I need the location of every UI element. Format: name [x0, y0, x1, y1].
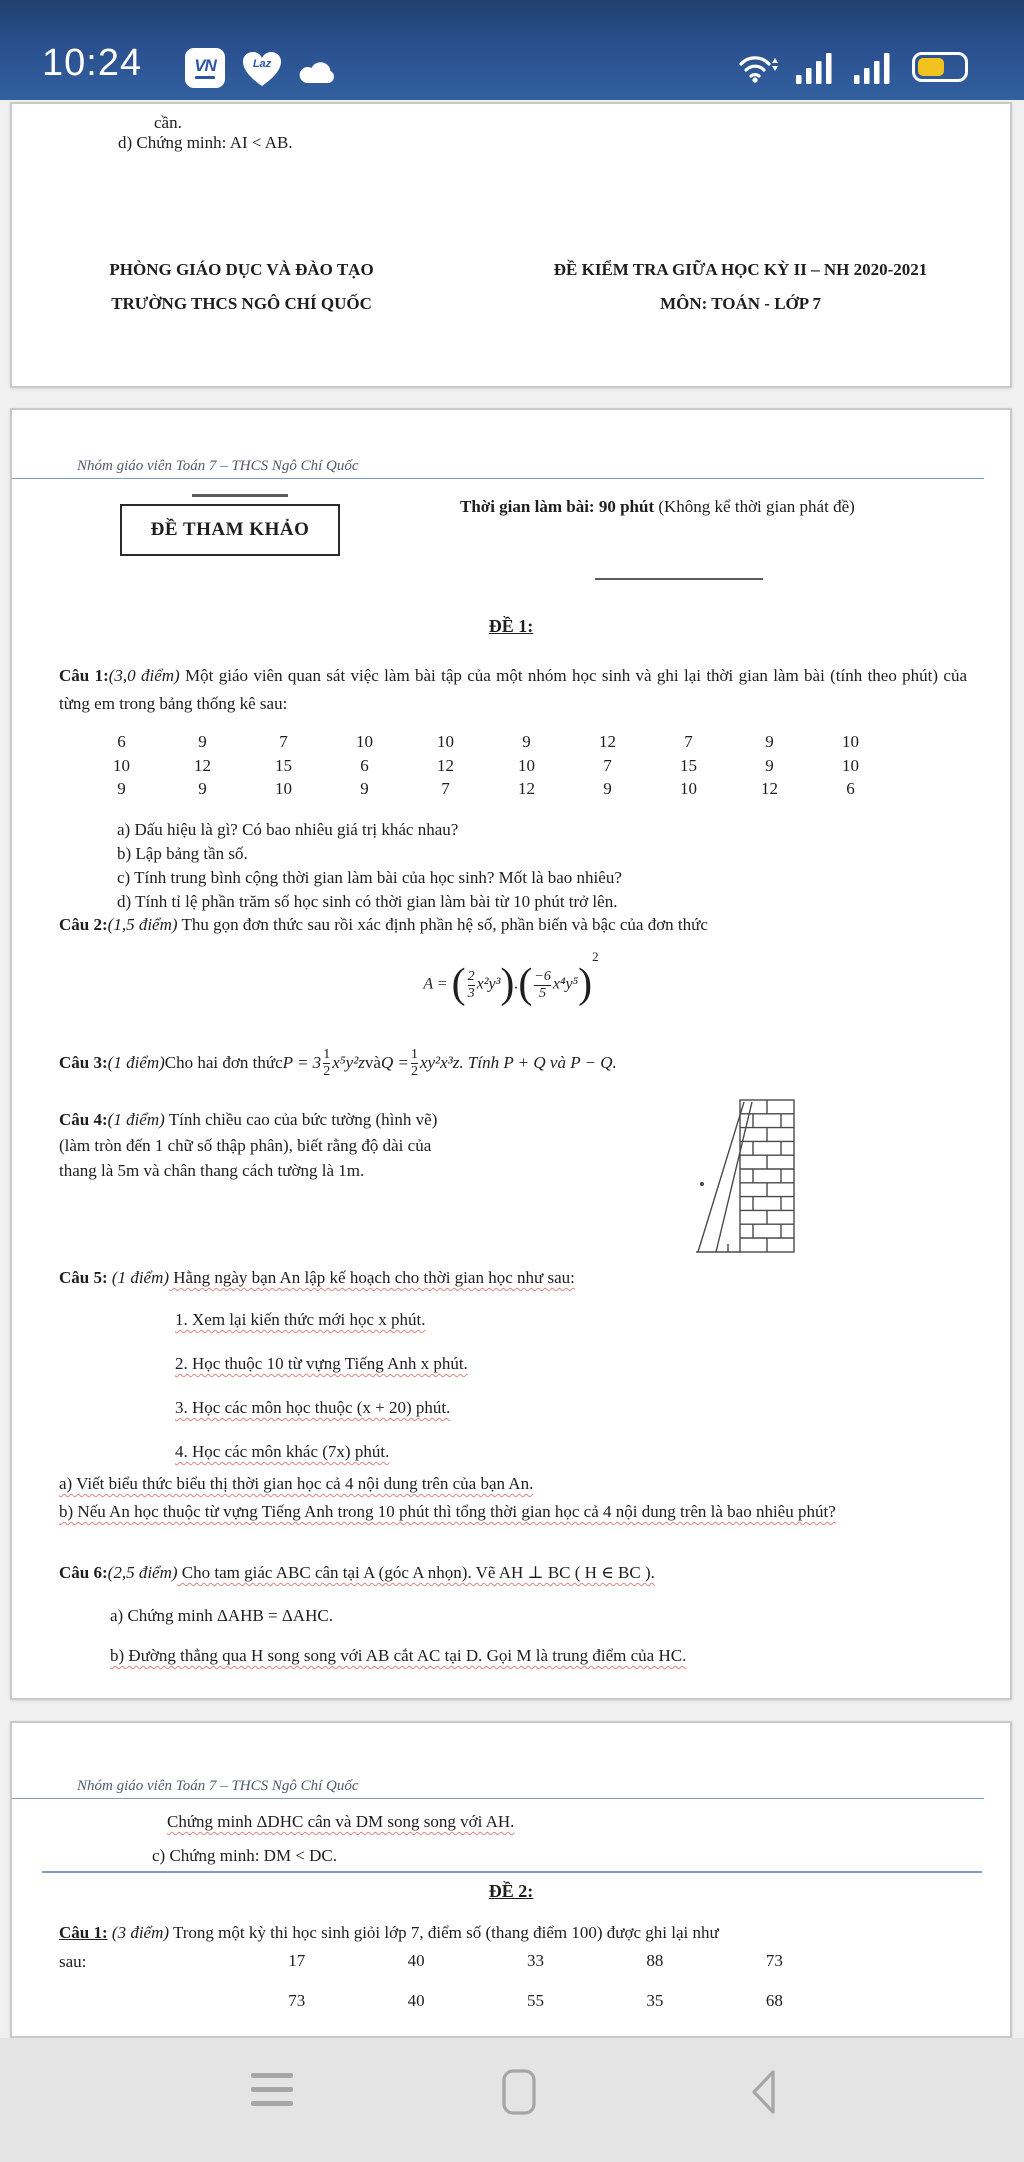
android-nav-bar [0, 2038, 1024, 2162]
de1-title: ĐỀ 1: [488, 616, 534, 636]
cau6-label: Câu 6: [59, 1563, 108, 1582]
table-cell: 12 [518, 779, 535, 798]
table-cell: 12 [194, 755, 211, 775]
time-limit-note: (Không kể thời gian phát đề) [654, 497, 855, 516]
table-cell: 73 [765, 1951, 783, 1970]
table-row [237, 1951, 834, 1991]
table-cell: 10 [437, 732, 454, 751]
table-cell: 9 [603, 779, 612, 798]
reference-exam-box: ĐỀ THAM KHẢO [120, 504, 340, 556]
cloud-icon [298, 58, 340, 85]
document-page-2 [10, 408, 1012, 1700]
de2-cau1-text: Trong một kỳ thi học sinh giỏi lớp 7, điểm số (thang điểm 100) được ghi lại như [169, 1923, 719, 1942]
table-cell: 7 [684, 732, 693, 751]
table-cell: 12 [437, 755, 454, 775]
cau3-label: Câu 3: [59, 1052, 108, 1072]
exam-header-left [12, 260, 471, 314]
back-button[interactable] [749, 2069, 777, 2115]
de2-cau1-points: (3 điểm) [107, 1923, 170, 1942]
table-cell: 12 [761, 779, 778, 798]
table-row [81, 732, 891, 756]
cau6-points: (2,5 điểm) [107, 1563, 178, 1582]
table-cell: 68 [765, 1991, 783, 2010]
table-cell: 55 [527, 1991, 545, 2010]
cau4-line3: thang là 5m và chân thang cách tường là 1m. [59, 1161, 365, 1180]
cau2-points: (1,5 điểm) [107, 915, 178, 934]
exam-subject: MÔN: TOÁN - LỚP 7 [660, 294, 821, 313]
table-cell: 9 [765, 732, 774, 751]
cau1-items [117, 818, 622, 914]
department-name: PHÒNG GIÁO DỤC VÀ ĐÀO TẠO [109, 260, 374, 279]
lazada-heart-icon [240, 50, 284, 88]
status-bar [0, 0, 1024, 100]
cau5-points: (1 điểm) [107, 1268, 170, 1287]
cau5-sub-b: b) Nếu An học thuộc từ vựng Tiếng Anh trong 10 phút thì tổng thời gian học cả 4 nội dung trên là bao nhiêu phút? [59, 1502, 836, 1521]
exam-header [12, 260, 1010, 314]
cau5-sub-a: a) Viết biểu thức biểu thị thời gian học cả 4 nội dung trên của bạn An. [59, 1474, 534, 1493]
table-row [81, 756, 891, 780]
table-cell: 7 [441, 779, 450, 798]
de2-cau1-text2: sau: [59, 1952, 87, 1971]
open-paren: ( [451, 961, 466, 1008]
cau1-label: Câu 1: [59, 666, 109, 685]
short-rule [192, 494, 288, 497]
cau2-text: Thu gọn đơn thức sau rồi xác định phần hệ số, phần biến và bậc của đơn thức [177, 915, 708, 934]
cau1-points: (3,0 điểm) [108, 666, 180, 685]
cau3-points: (1 điểm) [107, 1052, 165, 1072]
cau1-data-table [81, 732, 891, 803]
table-cell: 10 [518, 755, 535, 775]
menu-button[interactable] [251, 2073, 293, 2106]
signal-bars-icon-2 [853, 52, 893, 84]
cau4-statement [59, 1107, 679, 1184]
ladder-wall-figure [688, 1096, 806, 1258]
cau4-label: Câu 4: [59, 1110, 108, 1129]
cau1-item-b: b) Lập bảng tần số. [117, 844, 248, 863]
table-cell: 33 [527, 1951, 545, 1970]
cau5-text: Hằng ngày bạn An lập kế hoạch cho thời gian học như sau: [169, 1268, 575, 1287]
cau5-statement [59, 1267, 575, 1289]
cau1-text: Một giáo viên quan sát việc làm bài tập của một nhóm học sinh và ghi lại thời gian làm bài (tính theo phút) của từng em trong bảng thống kê sau: [59, 666, 967, 713]
cau6-statement [59, 1562, 655, 1584]
cau6-sub-a: a) Chứng minh ΔAHB = ΔAHC. [110, 1606, 333, 1625]
exam-header-right [471, 260, 1010, 314]
vnexpress-logo-bar [195, 76, 215, 79]
cau3-statement: Câu 3: (1 điểm) Cho hai đơn thức P = 3 $\frac{1}{2}$ x⁵y²z và Q = $\frac{1}{2}$ xy²x³z . Tính P + Q và P − Q. [59, 1047, 617, 1079]
table-cell: 10 [356, 732, 373, 751]
table-cell: 10 [113, 755, 130, 775]
table-cell: 9 [198, 732, 207, 751]
table-cell: 35 [646, 1991, 664, 2010]
table-cell: 9 [360, 779, 369, 798]
de2-cau1-label: Câu 1: [59, 1923, 108, 1942]
proof-continuation: Chứng minh ΔDHC cân và DM song song với AH. [167, 1812, 515, 1831]
home-button[interactable] [502, 2069, 536, 2115]
time-limit-line [460, 496, 855, 518]
open-paren: ( [518, 961, 533, 1008]
table-row [81, 779, 891, 803]
signal-bars-icon-1 [795, 52, 835, 84]
table-cell: 9 [765, 755, 774, 775]
table-cell: 15 [680, 755, 697, 775]
table-cell: 10 [680, 779, 697, 798]
plan-item-2: 2. Học thuộc 10 từ vựng Tiếng Anh x phút. [175, 1354, 468, 1373]
formula-A: A = ( $\frac{2}{3}$ x²y³).( $\frac{-6}{5}$ x⁴y⁵)$^2$ [423, 949, 599, 1008]
cau5-label: Câu 5: [59, 1268, 108, 1287]
cau6-text: Cho tam giác ABC cân tại A (góc A nhọn). Vẽ AH ⊥ BC ( H ∈ BC ). [177, 1563, 655, 1582]
table-cell: 88 [646, 1951, 664, 1970]
cau5-plan-list [175, 1298, 468, 1474]
plan-item-3: 3. Học các môn học thuộc (x + 20) phút. [175, 1398, 451, 1417]
de2-title: ĐỀ 2: [488, 1881, 534, 1901]
table-cell: 10 [275, 779, 292, 798]
table-cell: 9 [522, 732, 531, 751]
cau4-line1: Tính chiều cao của bức tường (hình vẽ) [164, 1110, 438, 1129]
cau4-points: (1 điểm) [107, 1110, 165, 1129]
table-cell: 7 [279, 732, 288, 751]
wifi-icon [738, 50, 780, 84]
table-cell: 17 [288, 1951, 306, 1970]
school-name: TRƯỜNG THCS NGÔ CHÍ QUỐC [111, 294, 372, 313]
cau2-statement [59, 914, 708, 936]
table-cell: 12 [599, 732, 616, 751]
cau1-item-c: c) Tính trung bình cộng thời gian làm bài của học sinh? Mốt là bao nhiêu? [117, 868, 622, 887]
lazada-logo-text: Laz [252, 58, 272, 70]
cau1-statement [59, 662, 967, 717]
battery-icon [912, 52, 968, 82]
close-paren: ) [578, 961, 593, 1008]
cau1-item-a: a) Dấu hiệu là gì? Có bao nhiêu giá trị khác nhau? [117, 820, 459, 839]
table-cell: 40 [407, 1991, 425, 2010]
table-cell: 6 [117, 732, 126, 751]
proof-line: d) Chứng minh: AI < AB. [118, 133, 293, 152]
table-cell: 10 [842, 755, 859, 775]
de2-cau1-statement [59, 1919, 967, 1947]
time-limit-bold: Thời gian làm bài: 90 phút [460, 497, 655, 516]
battery-level-fill [918, 58, 944, 76]
cau3-pre: Cho hai đơn thức [164, 1052, 283, 1072]
footer-watermark: Nhóm giáo viên Toán 7 – THCS Ngô Chí Quốc [12, 1778, 984, 1799]
table-cell: 7 [603, 755, 612, 775]
table-cell: 15 [275, 755, 292, 775]
vnexpress-app-icon [185, 48, 225, 88]
table-cell: 10 [842, 732, 859, 751]
document-page-1 [10, 102, 1012, 388]
menu-icon [251, 2073, 293, 2078]
table-cell: 6 [360, 755, 369, 775]
exam-title: ĐỀ KIỂM TRA GIỮA HỌC KỲ II – NH 2020-2021 [553, 260, 928, 279]
cau1-item-d: d) Tính tỉ lệ phần trăm số học sinh có thời gian làm bài từ 10 phút trở lên. [117, 892, 618, 911]
de2-cau1-data-table [237, 1951, 834, 2031]
table-row [237, 1991, 834, 2031]
cau4-line2: (làm tròn đến 1 chữ số thập phân), biết rằng độ dài của [59, 1135, 432, 1155]
document-page-3 [10, 1721, 1012, 2038]
table-cell: 40 [407, 1951, 425, 1970]
center-divider [595, 578, 763, 580]
close-paren: ) [500, 961, 515, 1008]
footer-watermark: Nhóm giáo viên Toán 7 – THCS Ngô Chí Quốc [12, 458, 984, 479]
table-cell: 6 [846, 779, 855, 798]
plan-item-4: 4. Học các môn khác (7x) phút. [175, 1442, 390, 1461]
plan-item-1: 1. Xem lại kiến thức mới học x phút. [175, 1310, 426, 1329]
clock: 10:24 [42, 42, 143, 84]
cau2-formula [12, 944, 1010, 1026]
table-cell: 9 [117, 779, 126, 798]
table-cell: 73 [288, 1991, 306, 2010]
back-icon [754, 2072, 773, 2112]
proof-item-c: c) Chứng minh: DM < DC. [152, 1846, 338, 1865]
section-divider [42, 1871, 982, 1873]
vnexpress-logo-text: VN [194, 56, 216, 75]
cau2-label: Câu 2: [59, 915, 108, 934]
table-cell: 9 [198, 779, 207, 798]
text-fragment: cần. [154, 113, 182, 132]
home-icon [504, 2071, 534, 2113]
cau6-sub-b: b) Đường thẳng qua H song song với AB cắt AC tại D. Gọi M là trung điểm của HC. [110, 1646, 687, 1665]
